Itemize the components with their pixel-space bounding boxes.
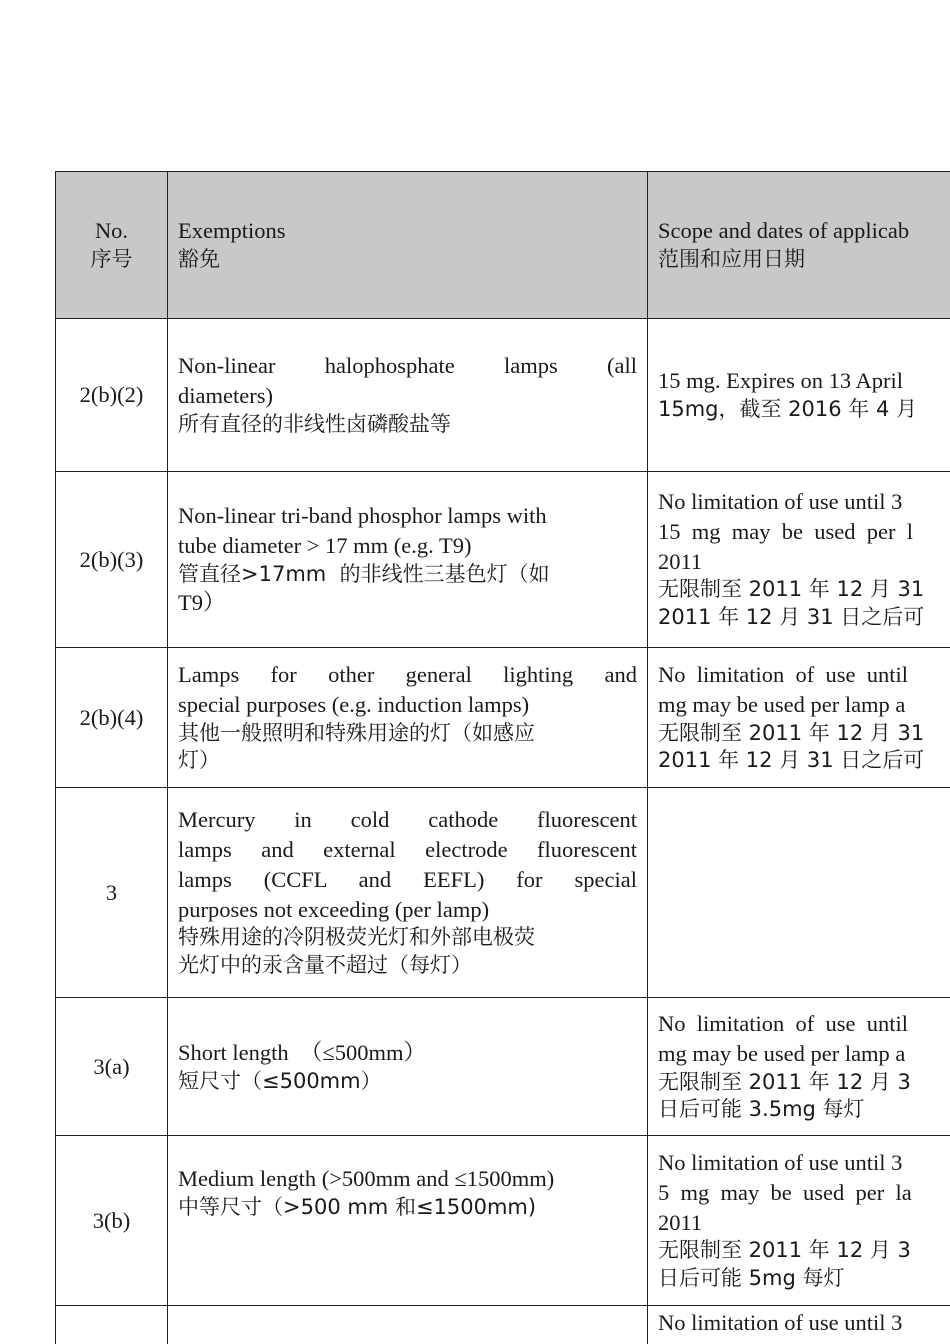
scope-line: 日后可能 3.5mg 每灯 bbox=[658, 1097, 865, 1122]
scope-line: mg may be used per lamp a bbox=[658, 691, 906, 717]
exemption-line: Short length （≤500mm） bbox=[178, 1039, 426, 1065]
scope-line: 15 mg. Expires on 13 April bbox=[658, 368, 903, 394]
scope-line: No limitation of use until 3 bbox=[658, 1149, 903, 1175]
scope-line: 2011 bbox=[658, 548, 703, 574]
exemption-cell bbox=[168, 1306, 648, 1344]
header-scope-en: Scope and dates of applicab bbox=[658, 218, 910, 244]
header-scope-cn: 范围和应用日期 bbox=[658, 247, 805, 271]
scope-line: 无限制至 2011 年 12 月 3 bbox=[658, 1238, 911, 1263]
exemption-cell bbox=[168, 1136, 648, 1306]
row-number: 2(b)(3) bbox=[56, 472, 168, 648]
table-row bbox=[56, 1136, 950, 1306]
exemption-cell bbox=[168, 319, 648, 472]
scope-cell bbox=[648, 472, 950, 648]
exemption-line: tube diameter > 17 mm (e.g. T9) bbox=[178, 532, 472, 558]
exemption-line: Lamps for other general lighting and bbox=[178, 661, 637, 687]
exemption-line: Non-linear halophosphate lamps (all bbox=[178, 353, 637, 379]
scope-cell bbox=[648, 648, 950, 788]
scope-line: 日后可能 5mg 每灯 bbox=[658, 1266, 845, 1291]
table-row bbox=[56, 788, 950, 998]
row-number: 2(b)(2) bbox=[56, 319, 168, 472]
row-number: 2(b)(4) bbox=[56, 648, 168, 788]
table-header-row bbox=[56, 172, 950, 319]
exemptions-table bbox=[55, 171, 950, 1344]
scope-cell bbox=[648, 1306, 950, 1344]
scope-line: No limitation of use until bbox=[658, 1010, 908, 1036]
scope-line: 5 mg may be used per la bbox=[658, 1179, 912, 1205]
scope-line: 15mg，截至 2016 年 4 月 bbox=[658, 397, 918, 421]
exemption-line: 所有直径的非线性卤磷酸盐等 bbox=[178, 411, 451, 436]
row-number bbox=[56, 1306, 168, 1344]
header-exemptions bbox=[168, 172, 648, 319]
header-exemptions-en: Exemptions bbox=[178, 218, 286, 244]
header-exemptions-cn: 豁免 bbox=[178, 247, 220, 271]
exemption-line: special purposes (e.g. induction lamps) bbox=[178, 691, 530, 717]
scope-line: No limitation of use until 3 bbox=[658, 1310, 903, 1335]
exemption-line: lamps (CCFL and EEFL) for special bbox=[178, 866, 637, 892]
exemption-cell bbox=[168, 788, 648, 998]
scope-line: No limitation of use until 3 bbox=[658, 488, 903, 514]
exemption-cell bbox=[168, 998, 648, 1136]
scope-line: 15 mg may be used per l bbox=[658, 518, 913, 544]
header-no-en: No. bbox=[94, 218, 129, 244]
header-scope bbox=[648, 172, 950, 319]
scope-line: 2011 年 12 月 31 日之后可 bbox=[658, 748, 925, 773]
row-number: 3 bbox=[56, 788, 168, 998]
exemption-line: purposes not exceeding (per lamp) bbox=[178, 896, 490, 922]
header-no-cn: 序号 bbox=[90, 247, 133, 271]
exemption-line: Mercury in cold cathode fluorescent bbox=[178, 806, 637, 832]
table-row bbox=[56, 1306, 950, 1344]
exemption-line: 光灯中的汞含量不超过（每灯） bbox=[178, 953, 472, 978]
scope-line: 2011 年 12 月 31 日之后可 bbox=[658, 605, 925, 630]
scope-cell bbox=[648, 998, 950, 1136]
table-row bbox=[56, 648, 950, 788]
row-number: 3(b) bbox=[56, 1136, 168, 1306]
scope-line: 2011 bbox=[658, 1209, 703, 1235]
exemption-cell bbox=[168, 648, 648, 788]
scope-line: 无限制至 2011 年 12 月 31 bbox=[658, 720, 925, 745]
scope-line: mg may be used per lamp a bbox=[658, 1040, 906, 1066]
exemption-line: diameters) bbox=[178, 383, 273, 409]
exemption-cell bbox=[168, 472, 648, 648]
exemption-line: lamps and external electrode fluorescent bbox=[178, 836, 637, 862]
scope-line: No limitation of use until bbox=[658, 661, 908, 687]
scope-line: 无限制至 2011 年 12 月 3 bbox=[658, 1069, 911, 1094]
scope-cell bbox=[648, 319, 950, 472]
scope-cell bbox=[648, 788, 950, 998]
exemption-line: Medium length (>500mm and ≤1500mm) bbox=[178, 1166, 555, 1191]
exemption-line: 中等尺寸（>500 mm 和≤1500mm) bbox=[178, 1194, 537, 1219]
header-no bbox=[56, 172, 168, 319]
exemption-line: 特殊用途的冷阴极荧光灯和外部电极荧 bbox=[178, 925, 535, 950]
table-row bbox=[56, 472, 950, 648]
row-number: 3(a) bbox=[56, 998, 168, 1136]
scope-line: 无限制至 2011 年 12 月 31 bbox=[658, 577, 925, 602]
exemption-line: T9） bbox=[178, 590, 226, 616]
scope-cell bbox=[648, 1136, 950, 1306]
table-row bbox=[56, 319, 950, 472]
exemption-line: 其他一般照明和特殊用途的灯（如感应 bbox=[178, 720, 535, 745]
table-row bbox=[56, 998, 950, 1136]
exemption-line: 灯） bbox=[178, 748, 220, 773]
exemption-line: Non-linear tri-band phosphor lamps with bbox=[178, 502, 547, 528]
exemption-line: 短尺寸（≤500mm） bbox=[178, 1068, 382, 1093]
exemption-line: 管直径>17mm 的非线性三基色灯（如 bbox=[178, 561, 550, 586]
